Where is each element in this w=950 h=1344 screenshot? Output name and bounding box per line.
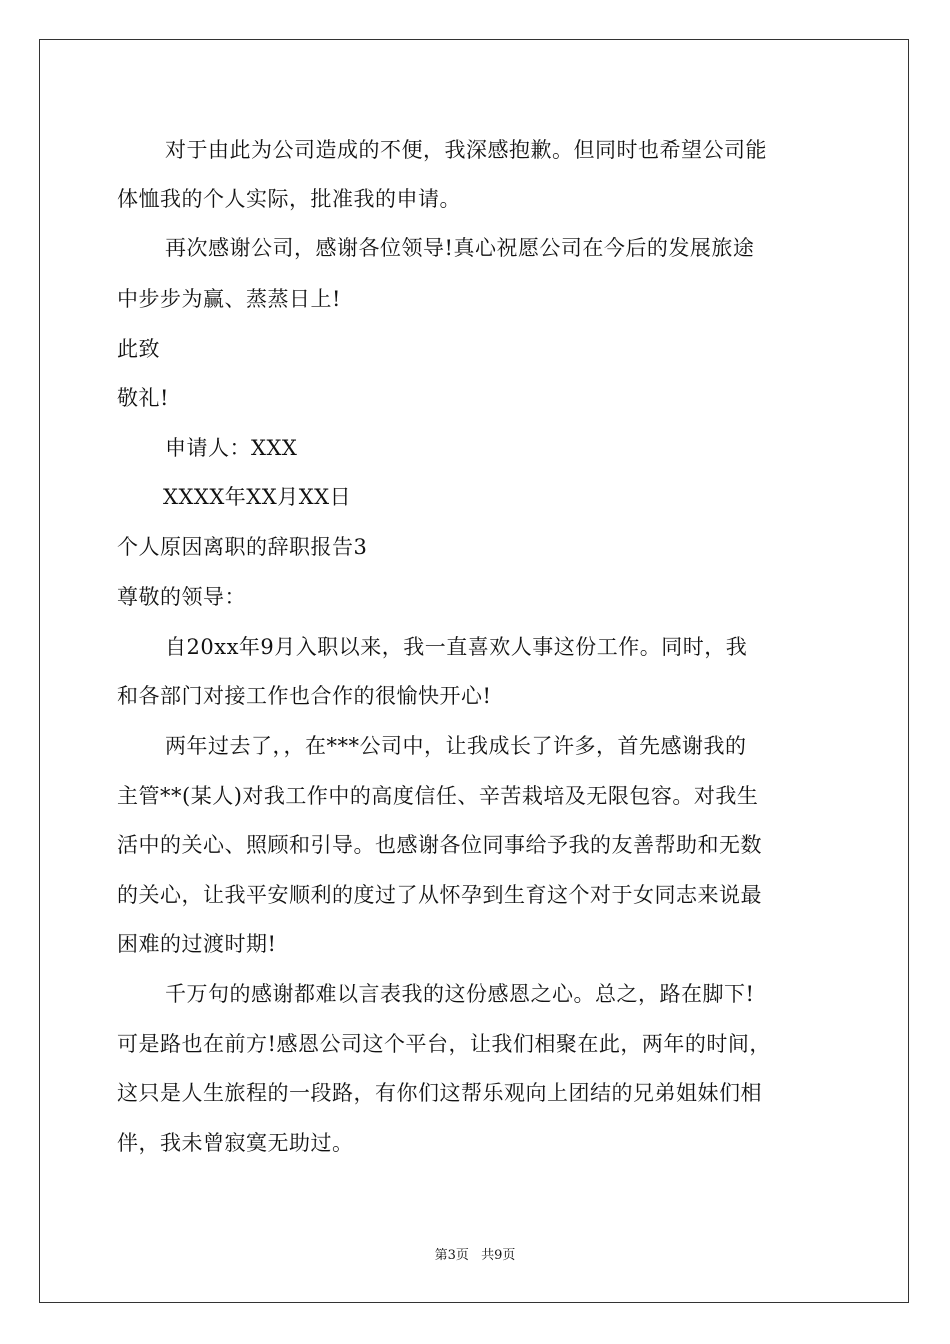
paragraph-line: 可是路也在前方!感恩公司这个平台，让我们相聚在此，两年的时间， [117, 1032, 771, 1056]
closing-salutation: 此致 [117, 337, 160, 361]
paragraph-line: 活中的关心、照顾和引导。也感谢各位同事给予我的友善帮助和无数 [117, 833, 762, 857]
paragraph-line: 和各部门对接工作也合作的很愉快开心! [117, 684, 492, 708]
paragraph-line: 的关心，让我平安顺利的度过了从怀孕到生育这个对于女同志来说最 [117, 883, 762, 907]
paragraph-line: 自20xx年9月入职以来，我一直喜欢人事这份工作。同时，我 [165, 635, 748, 659]
paragraph-line: 体恤我的个人实际，批准我的申请。 [117, 187, 461, 211]
paragraph-line: 对于由此为公司造成的不便，我深感抱歉。但同时也希望公司能 [165, 138, 767, 162]
section-title: 个人原因离职的辞职报告3 [117, 535, 368, 559]
applicant-line: 申请人：XXX [165, 436, 298, 460]
date-line: XXXX年XX月XX日 [163, 485, 352, 509]
paragraph-line: 伴，我未曾寂寞无助过。 [117, 1131, 354, 1155]
page-footer [0, 1247, 950, 1265]
page-number: 第3页 [434, 1248, 469, 1263]
page-border [39, 39, 909, 1303]
paragraph-line: 千万句的感谢都难以言表我的这份感恩之心。总之，路在脚下! [165, 982, 755, 1006]
paragraph-line: 中步步为赢、蒸蒸日上! [117, 287, 341, 311]
page-total: 共9页 [481, 1248, 516, 1263]
greeting-line: 尊敬的领导： [117, 585, 246, 609]
paragraph-line: 再次感谢公司，感谢各位领导!真心祝愿公司在今后的发展旅途 [165, 236, 755, 260]
closing-regards: 敬礼! [117, 386, 169, 410]
paragraph-line: 主管**(某人)对我工作中的高度信任、辛苦栽培及无限包容。对我生 [117, 784, 759, 808]
paragraph-line: 困难的过渡时期! [117, 932, 277, 956]
paragraph-line: 两年过去了，，在***公司中，让我成长了许多，首先感谢我的 [165, 734, 747, 758]
paragraph-line: 这只是人生旅程的一段路，有你们这帮乐观向上团结的兄弟姐妹们相 [117, 1081, 762, 1105]
